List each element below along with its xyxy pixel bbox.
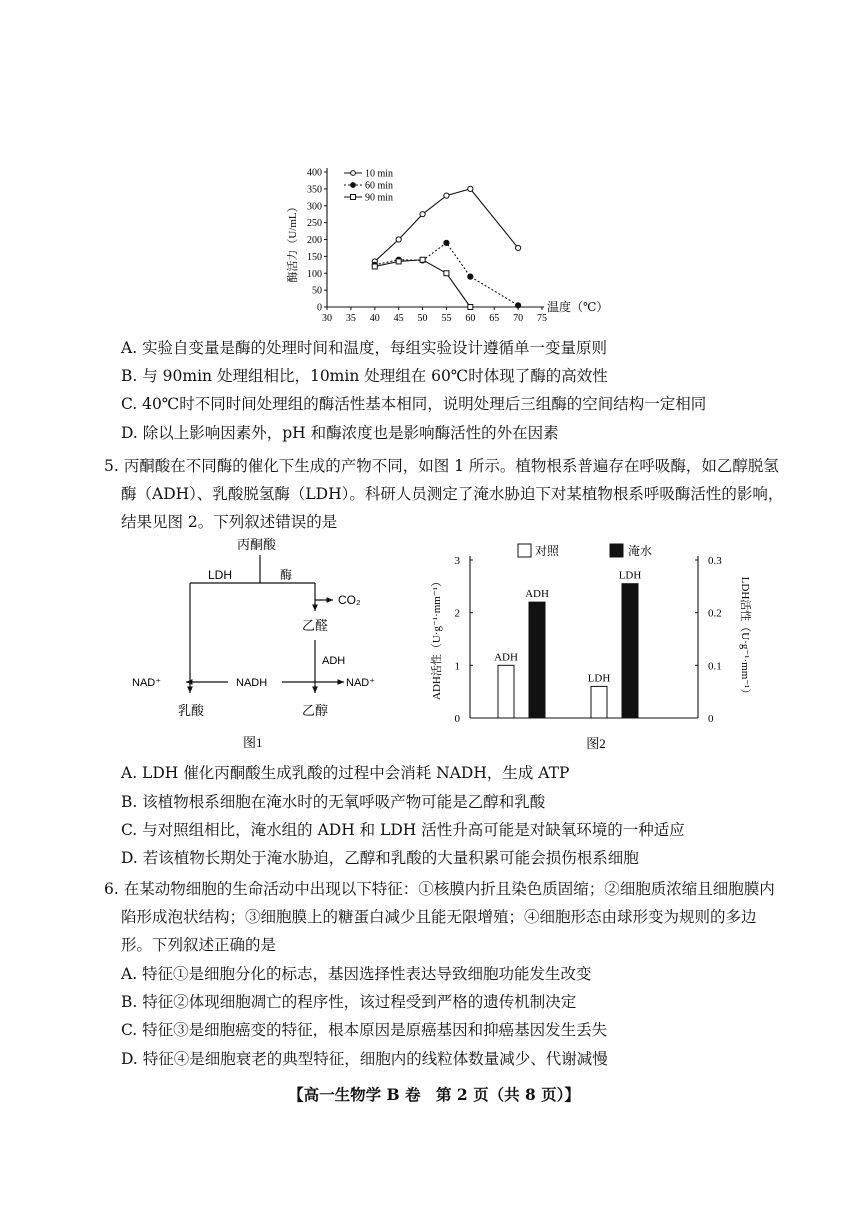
line-chart-marks bbox=[372, 186, 521, 309]
bar-chart-left-ylabel: ADH活性（U·g⁻¹·mm⁻¹） bbox=[431, 576, 443, 700]
line-chart-x-tick-label: 40 bbox=[369, 313, 380, 324]
enzyme-activity-bar-chart bbox=[420, 538, 765, 753]
line-point bbox=[468, 274, 473, 279]
q6-stem-line1: 6. 在某动物细胞的生命活动中出现以下特征：①核膜内折且染色质固缩；②细胞质浓缩且细胞膜内 bbox=[104, 880, 775, 898]
line-series-2 bbox=[375, 260, 471, 307]
line-chart-x-tick-label: 60 bbox=[465, 313, 476, 324]
bar-chart-right-ylabel: LDH活性（U·g⁻¹·mm⁻¹） bbox=[739, 576, 751, 700]
line-chart-x-tick-label: 75 bbox=[537, 313, 547, 324]
q5-option-d: D. 若该植物长期处于淹水胁迫，乙醇和乳酸的大量积累可能会损伤根系细胞 bbox=[121, 849, 639, 867]
q5-option-c: C. 与对照组相比，淹水组的 ADH 和 LDH 活性升高可能是对缺氧环境的一种适应 bbox=[121, 821, 685, 839]
bar-chart-legend bbox=[518, 543, 652, 558]
line-chart-y-tick-label: 400 bbox=[307, 167, 322, 179]
line-chart-y-tick-label: 200 bbox=[307, 235, 322, 246]
legend-flooded-label: 淹水 bbox=[628, 544, 653, 558]
line-series-0 bbox=[375, 189, 518, 262]
line-chart-ylabel: 酶活力（U/mL） bbox=[287, 201, 299, 283]
bar-chart-left-tick-label: 1 bbox=[454, 660, 460, 673]
legend-flooded-swatch bbox=[610, 544, 623, 557]
q6-option-b: B. 特征②体现细胞凋亡的程序性，该过程受到严格的遗传机制决定 bbox=[121, 993, 577, 1011]
q6-stem-line2: 陷形成泡状结构；③细胞膜上的糖蛋白减少且能无限增殖；④细胞形态由球形变为规则的多边 bbox=[121, 908, 757, 926]
line-chart-axes bbox=[307, 168, 547, 325]
legend-marker bbox=[351, 171, 356, 176]
diagram-ldh-label: LDH bbox=[208, 568, 233, 582]
bar-adh-control bbox=[498, 665, 514, 718]
line-chart-x-tick-label: 65 bbox=[489, 313, 500, 324]
line-chart-x-tick-label: 50 bbox=[417, 313, 428, 324]
bar-chart-right-tick-label: 0.3 bbox=[708, 555, 722, 567]
q4-option-a: A. 实验自变量是酶的处理时间和温度，每组实验设计遵循单一变量原则 bbox=[121, 339, 608, 357]
line-point bbox=[396, 237, 401, 242]
bar-chart-left-tick-label: 3 bbox=[454, 555, 460, 567]
legend-control-label: 对照 bbox=[535, 544, 560, 558]
bar-chart-axes bbox=[455, 555, 723, 725]
line-chart-y-tick-label: 0 bbox=[317, 302, 322, 314]
bar-chart-marks bbox=[494, 570, 641, 718]
line-point bbox=[516, 303, 521, 308]
line-point bbox=[396, 259, 401, 264]
diagram-nad-left: NAD⁺ bbox=[132, 677, 162, 689]
bar-data-label: ADH bbox=[494, 651, 518, 664]
legend-marker bbox=[351, 195, 356, 200]
page-footer: 【高一生物学 B 卷 第 2 页（共 8 页）】 bbox=[288, 1085, 580, 1104]
q6-option-d: D. 特征④是细胞衰老的典型特征，细胞内的线粒体数量减少、代谢减慢 bbox=[121, 1050, 608, 1068]
line-point bbox=[444, 193, 449, 198]
line-point bbox=[444, 271, 449, 276]
bar-adh-flooded bbox=[529, 602, 545, 718]
bar-chart-left-tick-label: 2 bbox=[454, 607, 460, 620]
line-chart-y-tick-label: 250 bbox=[307, 218, 322, 230]
q6-option-a: A. 特征①是细胞分化的标志，基因选择性表达导致细胞功能发生改变 bbox=[121, 965, 592, 983]
line-chart-x-tick-label: 30 bbox=[322, 313, 332, 324]
line-chart-y-tick-label: 350 bbox=[307, 184, 322, 196]
diagram-nadh: NADH bbox=[236, 677, 268, 689]
diagram-lactate: 乳酸 bbox=[178, 703, 205, 718]
figure1-caption: 图1 bbox=[243, 735, 263, 750]
bar-data-label: LDH bbox=[618, 569, 642, 582]
line-point bbox=[516, 245, 521, 250]
bar-ldh-control bbox=[591, 686, 607, 718]
line-chart-y-tick-label: 300 bbox=[307, 201, 322, 213]
bar-data-label: LDH bbox=[587, 672, 611, 685]
bar-chart-right-tick-label: 0.2 bbox=[708, 607, 722, 620]
line-point bbox=[468, 186, 473, 191]
line-chart-xlabel: 温度（℃） bbox=[547, 300, 609, 314]
line-point bbox=[420, 212, 425, 217]
q4-option-c: C. 40℃时不同时间处理组的酶活性基本相同，说明处理后三组酶的空间结构一定相同 bbox=[121, 395, 707, 413]
line-chart-x-tick-label: 70 bbox=[513, 313, 524, 324]
line-chart-x-tick-label: 45 bbox=[393, 313, 404, 324]
line-chart-y-tick-label: 100 bbox=[307, 268, 322, 280]
legend-label: 60 min bbox=[365, 180, 394, 192]
q5-stem-line2: 酶（ADH）、乳酸脱氢酶（LDH）。科研人员测定了淹水胁迫下对某植物根系呼吸酶活性的影响， bbox=[121, 485, 784, 503]
diagram-nad-right: NAD⁺ bbox=[346, 677, 376, 689]
line-chart-y-tick-label: 150 bbox=[307, 251, 322, 263]
bar-data-label: ADH bbox=[525, 588, 549, 601]
q6-stem-line3: 形。下列叙述正确的是 bbox=[121, 936, 277, 954]
bar-chart-left-tick-label: 0 bbox=[454, 713, 460, 725]
q6-option-c: C. 特征③是细胞癌变的特征，根本原因是原癌基因和抑癌基因发生丢失 bbox=[121, 1021, 608, 1039]
bar-ldh-flooded bbox=[622, 584, 638, 718]
enzyme-activity-line-chart bbox=[280, 160, 610, 330]
pyruvate-pathway-diagram bbox=[120, 535, 410, 750]
legend-control-swatch bbox=[518, 544, 531, 557]
q4-option-b: B. 与 90min 处理组相比，10min 处理组在 60℃时体现了酶的高效性 bbox=[121, 367, 608, 385]
line-point bbox=[420, 257, 425, 262]
legend-marker bbox=[351, 183, 356, 188]
line-chart-x-tick-label: 55 bbox=[441, 313, 452, 324]
legend-label: 90 min bbox=[365, 192, 394, 204]
diagram-ethanol: 乙醇 bbox=[302, 703, 329, 718]
q5-stem-line1: 5. 丙酮酸在不同酶的催化下生成的产物不同，如图 1 所示。植物根系普遍存在呼吸酶，如乙醇脱氢 bbox=[104, 457, 779, 475]
diagram-adh-label: ADH bbox=[322, 655, 346, 667]
q5-option-b: B. 该植物根系细胞在淹水时的无氧呼吸产物可能是乙醇和乳酸 bbox=[121, 793, 546, 811]
diagram-enzyme-label: 酶 bbox=[280, 568, 293, 582]
bar-chart-right-tick-label: 0 bbox=[708, 713, 714, 725]
diagram-acetaldehyde: 乙醛 bbox=[302, 618, 329, 633]
q5-option-a: A. LDH 催化丙酮酸生成乳酸的过程中会消耗 NADH，生成 ATP bbox=[121, 764, 570, 782]
diagram-co2: CO₂ bbox=[338, 593, 361, 607]
legend-label: 10 min bbox=[365, 168, 394, 180]
line-point bbox=[444, 240, 449, 245]
line-chart-y-tick-label: 50 bbox=[312, 285, 322, 297]
line-point bbox=[468, 305, 473, 310]
bar-chart-right-tick-label: 0.1 bbox=[708, 660, 722, 673]
line-chart-x-tick-label: 35 bbox=[345, 313, 356, 324]
figure2-caption: 图2 bbox=[586, 736, 606, 751]
diagram-pyruvate: 丙酮酸 bbox=[237, 537, 277, 552]
line-chart-legend bbox=[344, 169, 393, 204]
q5-stem-line3: 结果见图 2。下列叙述错误的是 bbox=[121, 513, 338, 531]
line-point bbox=[372, 264, 377, 269]
q4-option-d: D. 除以上影响因素外，pH 和酶浓度也是影响酶活性的外在因素 bbox=[121, 424, 559, 442]
